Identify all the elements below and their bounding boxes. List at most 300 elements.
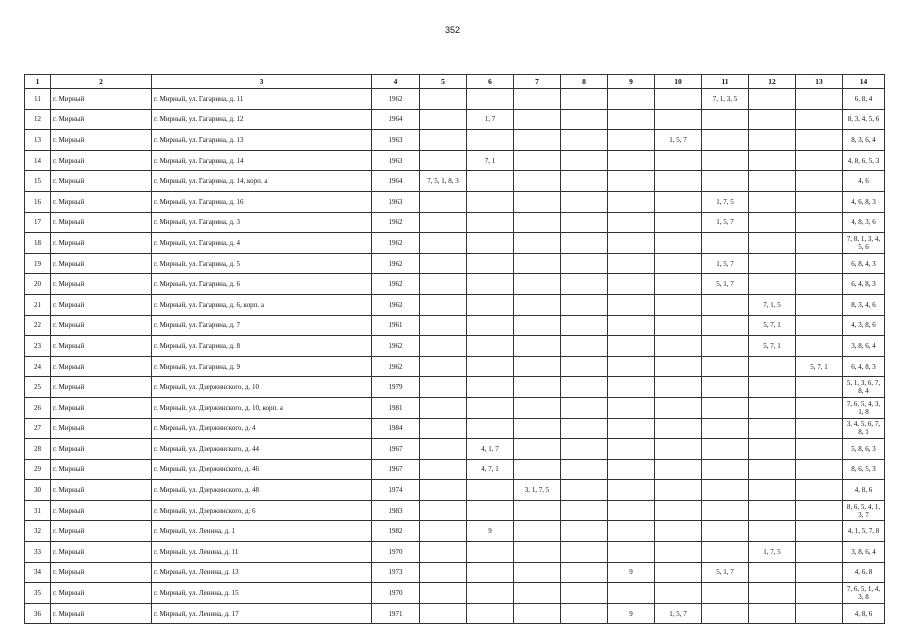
year-cell: 1964: [372, 171, 420, 192]
value-cell-col-12: [749, 439, 796, 460]
value-cell-col-11: 1, 7, 5: [702, 191, 749, 212]
address-cell: г. Мирный, ул. Гагарина, д. 3: [152, 212, 372, 233]
value-cell-col-11: [702, 233, 749, 254]
value-cell-col-13: [796, 521, 843, 542]
value-cell-col-9: [608, 212, 655, 233]
value-cell-col-14: 3, 4, 5, 6, 7, 8, 1: [843, 418, 885, 439]
value-cell-col-7: [514, 500, 561, 521]
value-cell-col-6: [467, 274, 514, 295]
value-cell-col-8: [561, 603, 608, 624]
locality-cell: г. Мирный: [51, 191, 152, 212]
value-cell-col-5: [420, 274, 467, 295]
year-cell: 1963: [372, 130, 420, 151]
value-cell-col-14: 4, 1, 5, 7, 8: [843, 521, 885, 542]
value-cell-col-11: [702, 109, 749, 130]
locality-cell: г. Мирный: [51, 150, 152, 171]
locality-cell: г. Мирный: [51, 336, 152, 357]
year-cell: 1981: [372, 397, 420, 418]
value-cell-col-14: 6, 8, 4, 3: [843, 253, 885, 274]
year-cell: 1962: [372, 253, 420, 274]
value-cell-col-14: 4, 8, 6, 5, 3: [843, 150, 885, 171]
value-cell-col-10: [655, 459, 702, 480]
value-cell-col-13: [796, 377, 843, 398]
value-cell-col-13: [796, 336, 843, 357]
value-cell-col-5: [420, 480, 467, 501]
value-cell-col-13: [796, 459, 843, 480]
value-cell-col-14: 7, 6, 5, 4, 3, 1, 8: [843, 397, 885, 418]
address-cell: г. Мирный, ул. Гагарина, д. 7: [152, 315, 372, 336]
value-cell-col-13: [796, 418, 843, 439]
value-cell-col-7: [514, 274, 561, 295]
year-cell: 1973: [372, 562, 420, 583]
value-cell-col-14: 8, 3, 4, 6: [843, 294, 885, 315]
value-cell-col-5: [420, 356, 467, 377]
year-cell: 1982: [372, 521, 420, 542]
value-cell-col-10: [655, 336, 702, 357]
value-cell-col-14: 6, 8, 4: [843, 89, 885, 110]
locality-cell: г. Мирный: [51, 439, 152, 460]
value-cell-col-12: [749, 377, 796, 398]
table-row: [25, 480, 885, 501]
value-cell-col-6: [467, 397, 514, 418]
value-cell-col-10: [655, 274, 702, 295]
year-cell: 1961: [372, 315, 420, 336]
value-cell-col-10: 1, 5, 7: [655, 130, 702, 151]
value-cell-col-8: [561, 377, 608, 398]
row-number-cell: 29: [25, 459, 51, 480]
locality-cell: г. Мирный: [51, 212, 152, 233]
value-cell-col-7: [514, 109, 561, 130]
row-number-cell: 11: [25, 89, 51, 110]
row-number-cell: 35: [25, 583, 51, 604]
value-cell-col-13: [796, 233, 843, 254]
value-cell-col-6: [467, 377, 514, 398]
value-cell-col-9: [608, 583, 655, 604]
value-cell-col-7: [514, 294, 561, 315]
value-cell-col-6: 4, 1, 7: [467, 439, 514, 460]
value-cell-col-14: 5, 8, 6, 3: [843, 439, 885, 460]
locality-cell: г. Мирный: [51, 418, 152, 439]
value-cell-col-6: [467, 171, 514, 192]
value-cell-col-6: 1, 7: [467, 109, 514, 130]
value-cell-col-9: [608, 315, 655, 336]
value-cell-col-6: [467, 233, 514, 254]
value-cell-col-7: [514, 171, 561, 192]
value-cell-col-6: [467, 89, 514, 110]
locality-cell: г. Мирный: [51, 480, 152, 501]
value-cell-col-10: [655, 418, 702, 439]
table-row: [25, 356, 885, 377]
value-cell-col-7: [514, 521, 561, 542]
value-cell-col-11: [702, 315, 749, 336]
value-cell-col-8: [561, 274, 608, 295]
value-cell-col-10: [655, 377, 702, 398]
value-cell-col-9: 9: [608, 562, 655, 583]
value-cell-col-8: [561, 233, 608, 254]
value-cell-col-9: [608, 418, 655, 439]
row-number-cell: 13: [25, 130, 51, 151]
address-cell: г. Мирный, ул. Гагарина, д. 13: [152, 130, 372, 151]
value-cell-col-5: [420, 315, 467, 336]
value-cell-col-7: [514, 397, 561, 418]
table-row: [25, 500, 885, 521]
address-cell: г. Мирный, ул. Дзержинского, д. 10: [152, 377, 372, 398]
value-cell-col-7: [514, 603, 561, 624]
value-cell-col-8: [561, 500, 608, 521]
value-cell-col-9: [608, 500, 655, 521]
locality-cell: г. Мирный: [51, 521, 152, 542]
locality-cell: г. Мирный: [51, 603, 152, 624]
address-cell: г. Мирный, ул. Ленина, д. 11: [152, 542, 372, 563]
column-header: 13: [796, 75, 843, 89]
value-cell-col-5: [420, 583, 467, 604]
address-cell: г. Мирный, ул. Гагарина, д. 6: [152, 274, 372, 295]
address-cell: г. Мирный, ул. Гагарина, д. 8: [152, 336, 372, 357]
column-header: 12: [749, 75, 796, 89]
value-cell-col-12: [749, 212, 796, 233]
value-cell-col-7: [514, 583, 561, 604]
table-row: [25, 603, 885, 624]
value-cell-col-6: [467, 294, 514, 315]
value-cell-col-9: [608, 521, 655, 542]
value-cell-col-11: [702, 150, 749, 171]
column-header: 5: [420, 75, 467, 89]
value-cell-col-5: [420, 253, 467, 274]
row-number-cell: 20: [25, 274, 51, 295]
address-cell: г. Мирный, ул. Дзержинского, д. 4: [152, 418, 372, 439]
value-cell-col-7: [514, 253, 561, 274]
table-row: [25, 294, 885, 315]
value-cell-col-10: [655, 212, 702, 233]
address-cell: г. Мирный, ул. Дзержинского, д. 46: [152, 459, 372, 480]
value-cell-col-8: [561, 356, 608, 377]
value-cell-col-6: [467, 191, 514, 212]
table-row: [25, 377, 885, 398]
year-cell: 1967: [372, 459, 420, 480]
year-cell: 1962: [372, 336, 420, 357]
value-cell-col-5: [420, 521, 467, 542]
year-cell: 1970: [372, 542, 420, 563]
value-cell-col-6: [467, 603, 514, 624]
address-cell: г. Мирный, ул. Гагарина, д. 14: [152, 150, 372, 171]
value-cell-col-14: 6, 4, 8, 3: [843, 356, 885, 377]
value-cell-col-11: [702, 171, 749, 192]
value-cell-col-5: [420, 397, 467, 418]
table-row: [25, 130, 885, 151]
value-cell-col-13: [796, 253, 843, 274]
value-cell-col-13: [796, 583, 843, 604]
value-cell-col-14: 8, 3, 4, 5, 6: [843, 109, 885, 130]
column-header: 7: [514, 75, 561, 89]
value-cell-col-11: [702, 336, 749, 357]
value-cell-col-14: 4, 8, 6: [843, 603, 885, 624]
value-cell-col-10: [655, 583, 702, 604]
value-cell-col-13: [796, 130, 843, 151]
table-row: [25, 212, 885, 233]
value-cell-col-11: [702, 500, 749, 521]
value-cell-col-6: [467, 336, 514, 357]
row-number-cell: 19: [25, 253, 51, 274]
value-cell-col-10: [655, 89, 702, 110]
value-cell-col-14: 7, 6, 5, 1, 4, 3, 8: [843, 583, 885, 604]
table-body: [25, 89, 885, 624]
row-number-cell: 27: [25, 418, 51, 439]
value-cell-col-13: [796, 542, 843, 563]
value-cell-col-7: [514, 150, 561, 171]
value-cell-col-13: [796, 500, 843, 521]
buildings-table: [24, 74, 885, 624]
value-cell-col-6: [467, 356, 514, 377]
column-header: 11: [702, 75, 749, 89]
value-cell-col-6: [467, 542, 514, 563]
row-number-cell: 23: [25, 336, 51, 357]
column-header: 8: [561, 75, 608, 89]
value-cell-col-9: [608, 171, 655, 192]
value-cell-col-14: 4, 6, 8, 3: [843, 191, 885, 212]
row-number-cell: 17: [25, 212, 51, 233]
value-cell-col-12: 1, 7, 5: [749, 542, 796, 563]
value-cell-col-11: [702, 542, 749, 563]
value-cell-col-5: [420, 418, 467, 439]
value-cell-col-6: [467, 418, 514, 439]
value-cell-col-12: [749, 89, 796, 110]
value-cell-col-5: [420, 109, 467, 130]
column-header: 9: [608, 75, 655, 89]
table-row: [25, 171, 885, 192]
value-cell-col-8: [561, 336, 608, 357]
value-cell-col-10: [655, 397, 702, 418]
value-cell-col-13: [796, 439, 843, 460]
table-row: [25, 315, 885, 336]
value-cell-col-7: [514, 315, 561, 336]
value-cell-col-14: 8, 6, 5, 4, 1, 3, 7: [843, 500, 885, 521]
value-cell-col-9: [608, 356, 655, 377]
row-number-cell: 16: [25, 191, 51, 212]
value-cell-col-14: 4, 6: [843, 171, 885, 192]
value-cell-col-7: 3, 1, 7, 5: [514, 480, 561, 501]
value-cell-col-7: [514, 89, 561, 110]
value-cell-col-8: [561, 542, 608, 563]
value-cell-col-13: [796, 397, 843, 418]
table-row: [25, 89, 885, 110]
table-row: [25, 542, 885, 563]
value-cell-col-12: [749, 521, 796, 542]
column-header: 10: [655, 75, 702, 89]
value-cell-col-12: [749, 583, 796, 604]
value-cell-col-8: [561, 191, 608, 212]
value-cell-col-12: [749, 191, 796, 212]
value-cell-col-11: [702, 130, 749, 151]
value-cell-col-8: [561, 294, 608, 315]
table-row: [25, 521, 885, 542]
value-cell-col-13: [796, 294, 843, 315]
value-cell-col-7: [514, 356, 561, 377]
value-cell-col-9: [608, 109, 655, 130]
value-cell-col-5: [420, 500, 467, 521]
value-cell-col-10: [655, 253, 702, 274]
value-cell-col-6: [467, 253, 514, 274]
row-number-cell: 15: [25, 171, 51, 192]
value-cell-col-8: [561, 89, 608, 110]
value-cell-col-9: [608, 233, 655, 254]
value-cell-col-7: [514, 459, 561, 480]
value-cell-col-14: 4, 6, 8: [843, 562, 885, 583]
value-cell-col-12: [749, 480, 796, 501]
table-row: [25, 336, 885, 357]
value-cell-col-10: [655, 480, 702, 501]
value-cell-col-10: [655, 294, 702, 315]
value-cell-col-5: [420, 562, 467, 583]
locality-cell: г. Мирный: [51, 397, 152, 418]
value-cell-col-5: [420, 233, 467, 254]
value-cell-col-6: 7, 1: [467, 150, 514, 171]
column-header: 1: [25, 75, 51, 89]
locality-cell: г. Мирный: [51, 294, 152, 315]
value-cell-col-14: 8, 6, 5, 3: [843, 459, 885, 480]
value-cell-col-12: 5, 7, 1: [749, 336, 796, 357]
table-row: [25, 191, 885, 212]
table-row: [25, 439, 885, 460]
locality-cell: г. Мирный: [51, 233, 152, 254]
year-cell: 1962: [372, 274, 420, 295]
value-cell-col-5: [420, 377, 467, 398]
value-cell-col-6: [467, 480, 514, 501]
value-cell-col-9: [608, 542, 655, 563]
value-cell-col-8: [561, 521, 608, 542]
value-cell-col-6: [467, 315, 514, 336]
locality-cell: г. Мирный: [51, 171, 152, 192]
value-cell-col-11: 5, 1, 7: [702, 274, 749, 295]
year-cell: 1963: [372, 150, 420, 171]
value-cell-col-14: 8, 3, 6, 4: [843, 130, 885, 151]
value-cell-col-7: [514, 130, 561, 151]
address-cell: г. Мирный, ул. Гагарина, д. 9: [152, 356, 372, 377]
value-cell-col-7: [514, 562, 561, 583]
table-row: [25, 233, 885, 254]
address-cell: г. Мирный, ул. Ленина, д. 17: [152, 603, 372, 624]
value-cell-col-10: [655, 191, 702, 212]
value-cell-col-7: [514, 542, 561, 563]
value-cell-col-6: [467, 583, 514, 604]
value-cell-col-11: [702, 397, 749, 418]
address-cell: г. Мирный, ул. Гагарина, д. 11: [152, 89, 372, 110]
value-cell-col-11: [702, 603, 749, 624]
locality-cell: г. Мирный: [51, 253, 152, 274]
year-cell: 1962: [372, 294, 420, 315]
value-cell-col-9: [608, 439, 655, 460]
value-cell-col-10: [655, 150, 702, 171]
value-cell-col-9: [608, 253, 655, 274]
value-cell-col-11: [702, 439, 749, 460]
value-cell-col-10: [655, 356, 702, 377]
value-cell-col-5: [420, 130, 467, 151]
value-cell-col-9: [608, 294, 655, 315]
row-number-cell: 33: [25, 542, 51, 563]
value-cell-col-10: [655, 171, 702, 192]
table-row: [25, 253, 885, 274]
locality-cell: г. Мирный: [51, 130, 152, 151]
year-cell: 1962: [372, 212, 420, 233]
value-cell-col-9: [608, 397, 655, 418]
address-cell: г. Мирный, ул. Гагарина, д. 5: [152, 253, 372, 274]
value-cell-col-13: [796, 171, 843, 192]
value-cell-col-13: [796, 212, 843, 233]
value-cell-col-13: [796, 603, 843, 624]
year-cell: 1984: [372, 418, 420, 439]
value-cell-col-12: 7, 1, 5: [749, 294, 796, 315]
value-cell-col-9: 9: [608, 603, 655, 624]
value-cell-col-12: [749, 150, 796, 171]
value-cell-col-8: [561, 253, 608, 274]
value-cell-col-12: [749, 130, 796, 151]
value-cell-col-14: 6, 4, 8, 3: [843, 274, 885, 295]
locality-cell: г. Мирный: [51, 274, 152, 295]
value-cell-col-13: [796, 274, 843, 295]
row-number-cell: 36: [25, 603, 51, 624]
value-cell-col-11: [702, 356, 749, 377]
value-cell-col-6: 9: [467, 521, 514, 542]
value-cell-col-5: [420, 542, 467, 563]
row-number-cell: 14: [25, 150, 51, 171]
value-cell-col-9: [608, 274, 655, 295]
value-cell-col-5: [420, 150, 467, 171]
value-cell-col-8: [561, 212, 608, 233]
year-cell: 1974: [372, 480, 420, 501]
column-header: 14: [843, 75, 885, 89]
value-cell-col-10: [655, 562, 702, 583]
table-row: [25, 150, 885, 171]
row-number-cell: 30: [25, 480, 51, 501]
address-cell: г. Мирный, ул. Гагарина, д. 4: [152, 233, 372, 254]
value-cell-col-10: 1, 5, 7: [655, 603, 702, 624]
locality-cell: г. Мирный: [51, 500, 152, 521]
value-cell-col-12: [749, 356, 796, 377]
value-cell-col-9: [608, 130, 655, 151]
table-row: [25, 418, 885, 439]
value-cell-col-13: [796, 562, 843, 583]
value-cell-col-14: 4, 8, 6: [843, 480, 885, 501]
value-cell-col-11: [702, 459, 749, 480]
value-cell-col-9: [608, 150, 655, 171]
column-header: 6: [467, 75, 514, 89]
value-cell-col-12: [749, 418, 796, 439]
value-cell-col-12: [749, 274, 796, 295]
value-cell-col-11: [702, 480, 749, 501]
row-number-cell: 28: [25, 439, 51, 460]
value-cell-col-11: [702, 294, 749, 315]
locality-cell: г. Мирный: [51, 459, 152, 480]
value-cell-col-11: [702, 521, 749, 542]
address-cell: г. Мирный, ул. Гагарина, д. 12: [152, 109, 372, 130]
value-cell-col-5: [420, 89, 467, 110]
row-number-cell: 26: [25, 397, 51, 418]
value-cell-col-12: 5, 7, 1: [749, 315, 796, 336]
value-cell-col-10: [655, 500, 702, 521]
value-cell-col-11: [702, 377, 749, 398]
row-number-cell: 24: [25, 356, 51, 377]
value-cell-col-5: [420, 336, 467, 357]
value-cell-col-7: [514, 418, 561, 439]
value-cell-col-14: 3, 8, 6, 4: [843, 542, 885, 563]
value-cell-col-6: [467, 562, 514, 583]
locality-cell: г. Мирный: [51, 356, 152, 377]
row-number-cell: 25: [25, 377, 51, 398]
value-cell-col-9: [608, 191, 655, 212]
value-cell-col-8: [561, 130, 608, 151]
value-cell-col-13: 5, 7, 1: [796, 356, 843, 377]
row-number-cell: 18: [25, 233, 51, 254]
value-cell-col-8: [561, 439, 608, 460]
